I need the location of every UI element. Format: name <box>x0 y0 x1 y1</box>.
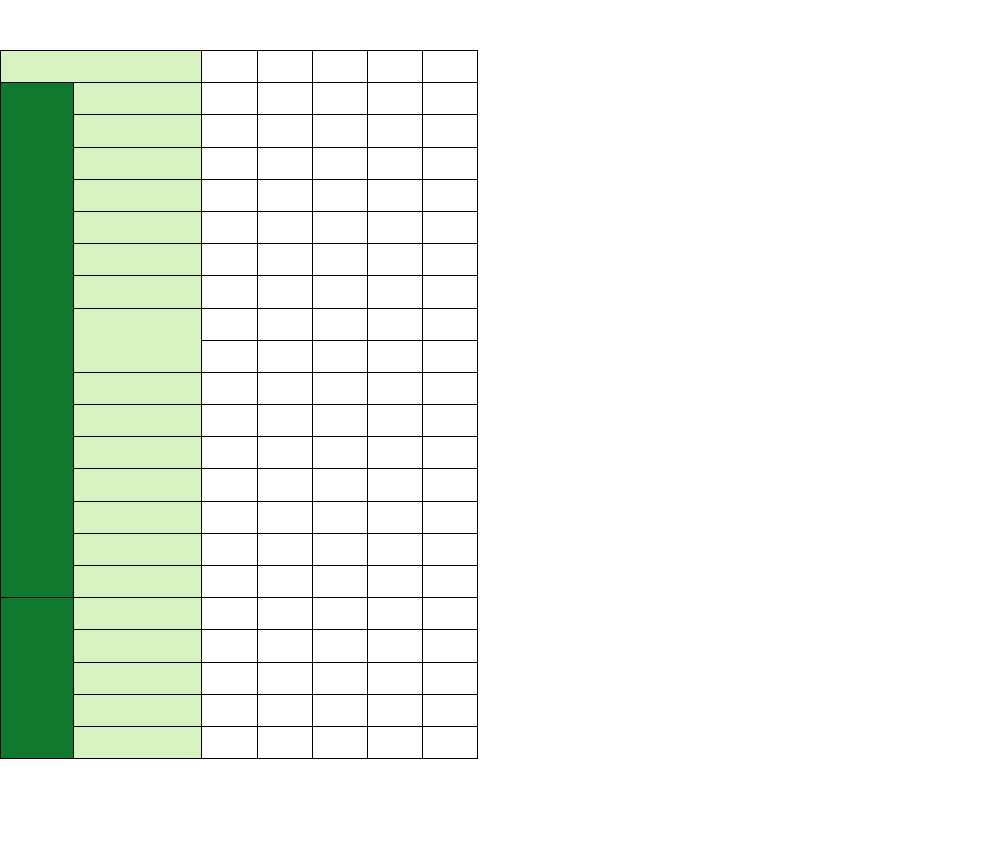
time-cell <box>367 469 422 501</box>
time-cell <box>367 533 422 565</box>
time-cell <box>367 501 422 533</box>
area-label <box>1 598 74 759</box>
time-cell <box>422 437 477 469</box>
school-departure-panel <box>523 0 1000 50</box>
time-cell <box>257 276 312 308</box>
time-cell <box>202 179 257 211</box>
time-cell <box>422 469 477 501</box>
stop-name <box>74 566 202 598</box>
stop-name <box>74 469 202 501</box>
time-cell <box>202 244 257 276</box>
time-cell <box>422 694 477 726</box>
timetable-note <box>0 28 478 50</box>
table-row <box>1 83 478 115</box>
stop-name <box>74 694 202 726</box>
time-cell <box>202 83 257 115</box>
time-cell <box>422 51 477 83</box>
time-cell <box>312 405 367 437</box>
time-cell <box>312 694 367 726</box>
time-cell <box>312 340 367 372</box>
time-cell <box>202 51 257 83</box>
timetable-note <box>523 28 1000 50</box>
timetable-title <box>523 8 1000 28</box>
time-cell <box>367 598 422 630</box>
stop-name <box>74 533 202 565</box>
time-cell <box>257 405 312 437</box>
school-bound-panel <box>0 0 478 759</box>
time-cell <box>422 533 477 565</box>
time-cell <box>257 726 312 758</box>
time-cell <box>312 308 367 340</box>
table-row <box>1 598 478 630</box>
stop-name <box>74 211 202 243</box>
time-cell <box>202 533 257 565</box>
time-cell <box>257 630 312 662</box>
time-cell <box>422 115 477 147</box>
time-cell <box>367 276 422 308</box>
time-cell <box>202 372 257 404</box>
time-cell <box>257 533 312 565</box>
time-cell <box>202 211 257 243</box>
time-cell <box>202 147 257 179</box>
time-cell <box>312 533 367 565</box>
stop-name <box>74 437 202 469</box>
time-cell <box>312 147 367 179</box>
time-cell <box>202 566 257 598</box>
time-cell <box>312 115 367 147</box>
stop-name <box>74 147 202 179</box>
stop-name <box>74 276 202 308</box>
time-cell <box>257 115 312 147</box>
time-cell <box>257 662 312 694</box>
time-cell <box>312 244 367 276</box>
time-cell <box>312 566 367 598</box>
time-cell <box>367 308 422 340</box>
time-cell <box>367 115 422 147</box>
time-cell <box>422 630 477 662</box>
time-cell <box>367 630 422 662</box>
timetable <box>0 50 478 759</box>
time-cell <box>367 405 422 437</box>
stop-name <box>74 405 202 437</box>
time-cell <box>422 276 477 308</box>
stop-name <box>74 83 202 115</box>
area-label <box>1 83 74 598</box>
time-cell <box>422 405 477 437</box>
time-cell <box>312 726 367 758</box>
time-cell <box>202 405 257 437</box>
time-cell <box>367 726 422 758</box>
time-cell <box>312 51 367 83</box>
time-cell <box>367 694 422 726</box>
time-cell <box>422 501 477 533</box>
time-cell <box>312 276 367 308</box>
stop-name <box>74 372 202 404</box>
time-cell <box>422 726 477 758</box>
time-cell <box>257 566 312 598</box>
stop-name <box>74 501 202 533</box>
timetable-title <box>0 8 478 28</box>
time-cell <box>312 501 367 533</box>
time-cell <box>257 598 312 630</box>
time-cell <box>422 566 477 598</box>
time-cell <box>202 276 257 308</box>
time-cell <box>257 372 312 404</box>
stop-name <box>74 308 202 372</box>
time-cell <box>422 244 477 276</box>
time-cell <box>367 147 422 179</box>
time-cell <box>202 598 257 630</box>
time-cell <box>312 630 367 662</box>
time-cell <box>312 437 367 469</box>
stop-name <box>74 630 202 662</box>
time-cell <box>202 662 257 694</box>
time-cell <box>367 83 422 115</box>
time-cell <box>312 83 367 115</box>
time-cell <box>422 372 477 404</box>
stop-name <box>74 662 202 694</box>
time-cell <box>367 244 422 276</box>
time-cell <box>202 501 257 533</box>
stop-name <box>74 115 202 147</box>
stop-name <box>74 244 202 276</box>
time-cell <box>422 662 477 694</box>
time-cell <box>312 179 367 211</box>
time-cell <box>312 662 367 694</box>
time-cell <box>202 694 257 726</box>
time-cell <box>257 83 312 115</box>
stop-name <box>74 598 202 630</box>
time-cell <box>202 726 257 758</box>
time-cell <box>312 598 367 630</box>
stop-name <box>74 726 202 758</box>
time-cell <box>312 211 367 243</box>
time-cell <box>422 83 477 115</box>
time-cell <box>422 147 477 179</box>
time-cell <box>202 115 257 147</box>
time-cell <box>312 372 367 404</box>
time-cell <box>367 372 422 404</box>
time-cell <box>367 662 422 694</box>
time-cell <box>257 147 312 179</box>
time-cell <box>202 469 257 501</box>
time-cell <box>202 437 257 469</box>
time-cell <box>257 51 312 83</box>
time-cell <box>312 469 367 501</box>
time-cell <box>367 566 422 598</box>
time-cell <box>367 211 422 243</box>
time-cell <box>257 694 312 726</box>
time-cell <box>422 211 477 243</box>
time-cell <box>257 308 312 340</box>
time-cell <box>422 340 477 372</box>
time-cell <box>202 340 257 372</box>
time-cell <box>257 211 312 243</box>
origin-label <box>1 51 202 83</box>
time-cell <box>257 469 312 501</box>
time-cell <box>367 51 422 83</box>
time-cell <box>257 437 312 469</box>
header-row <box>1 51 478 83</box>
time-cell <box>367 179 422 211</box>
time-cell <box>422 598 477 630</box>
time-cell <box>257 179 312 211</box>
time-cell <box>422 308 477 340</box>
time-cell <box>202 308 257 340</box>
time-cell <box>257 244 312 276</box>
time-cell <box>422 179 477 211</box>
time-cell <box>367 340 422 372</box>
time-cell <box>202 630 257 662</box>
time-cell <box>367 437 422 469</box>
time-cell <box>257 340 312 372</box>
time-cell <box>257 501 312 533</box>
stop-name <box>74 179 202 211</box>
